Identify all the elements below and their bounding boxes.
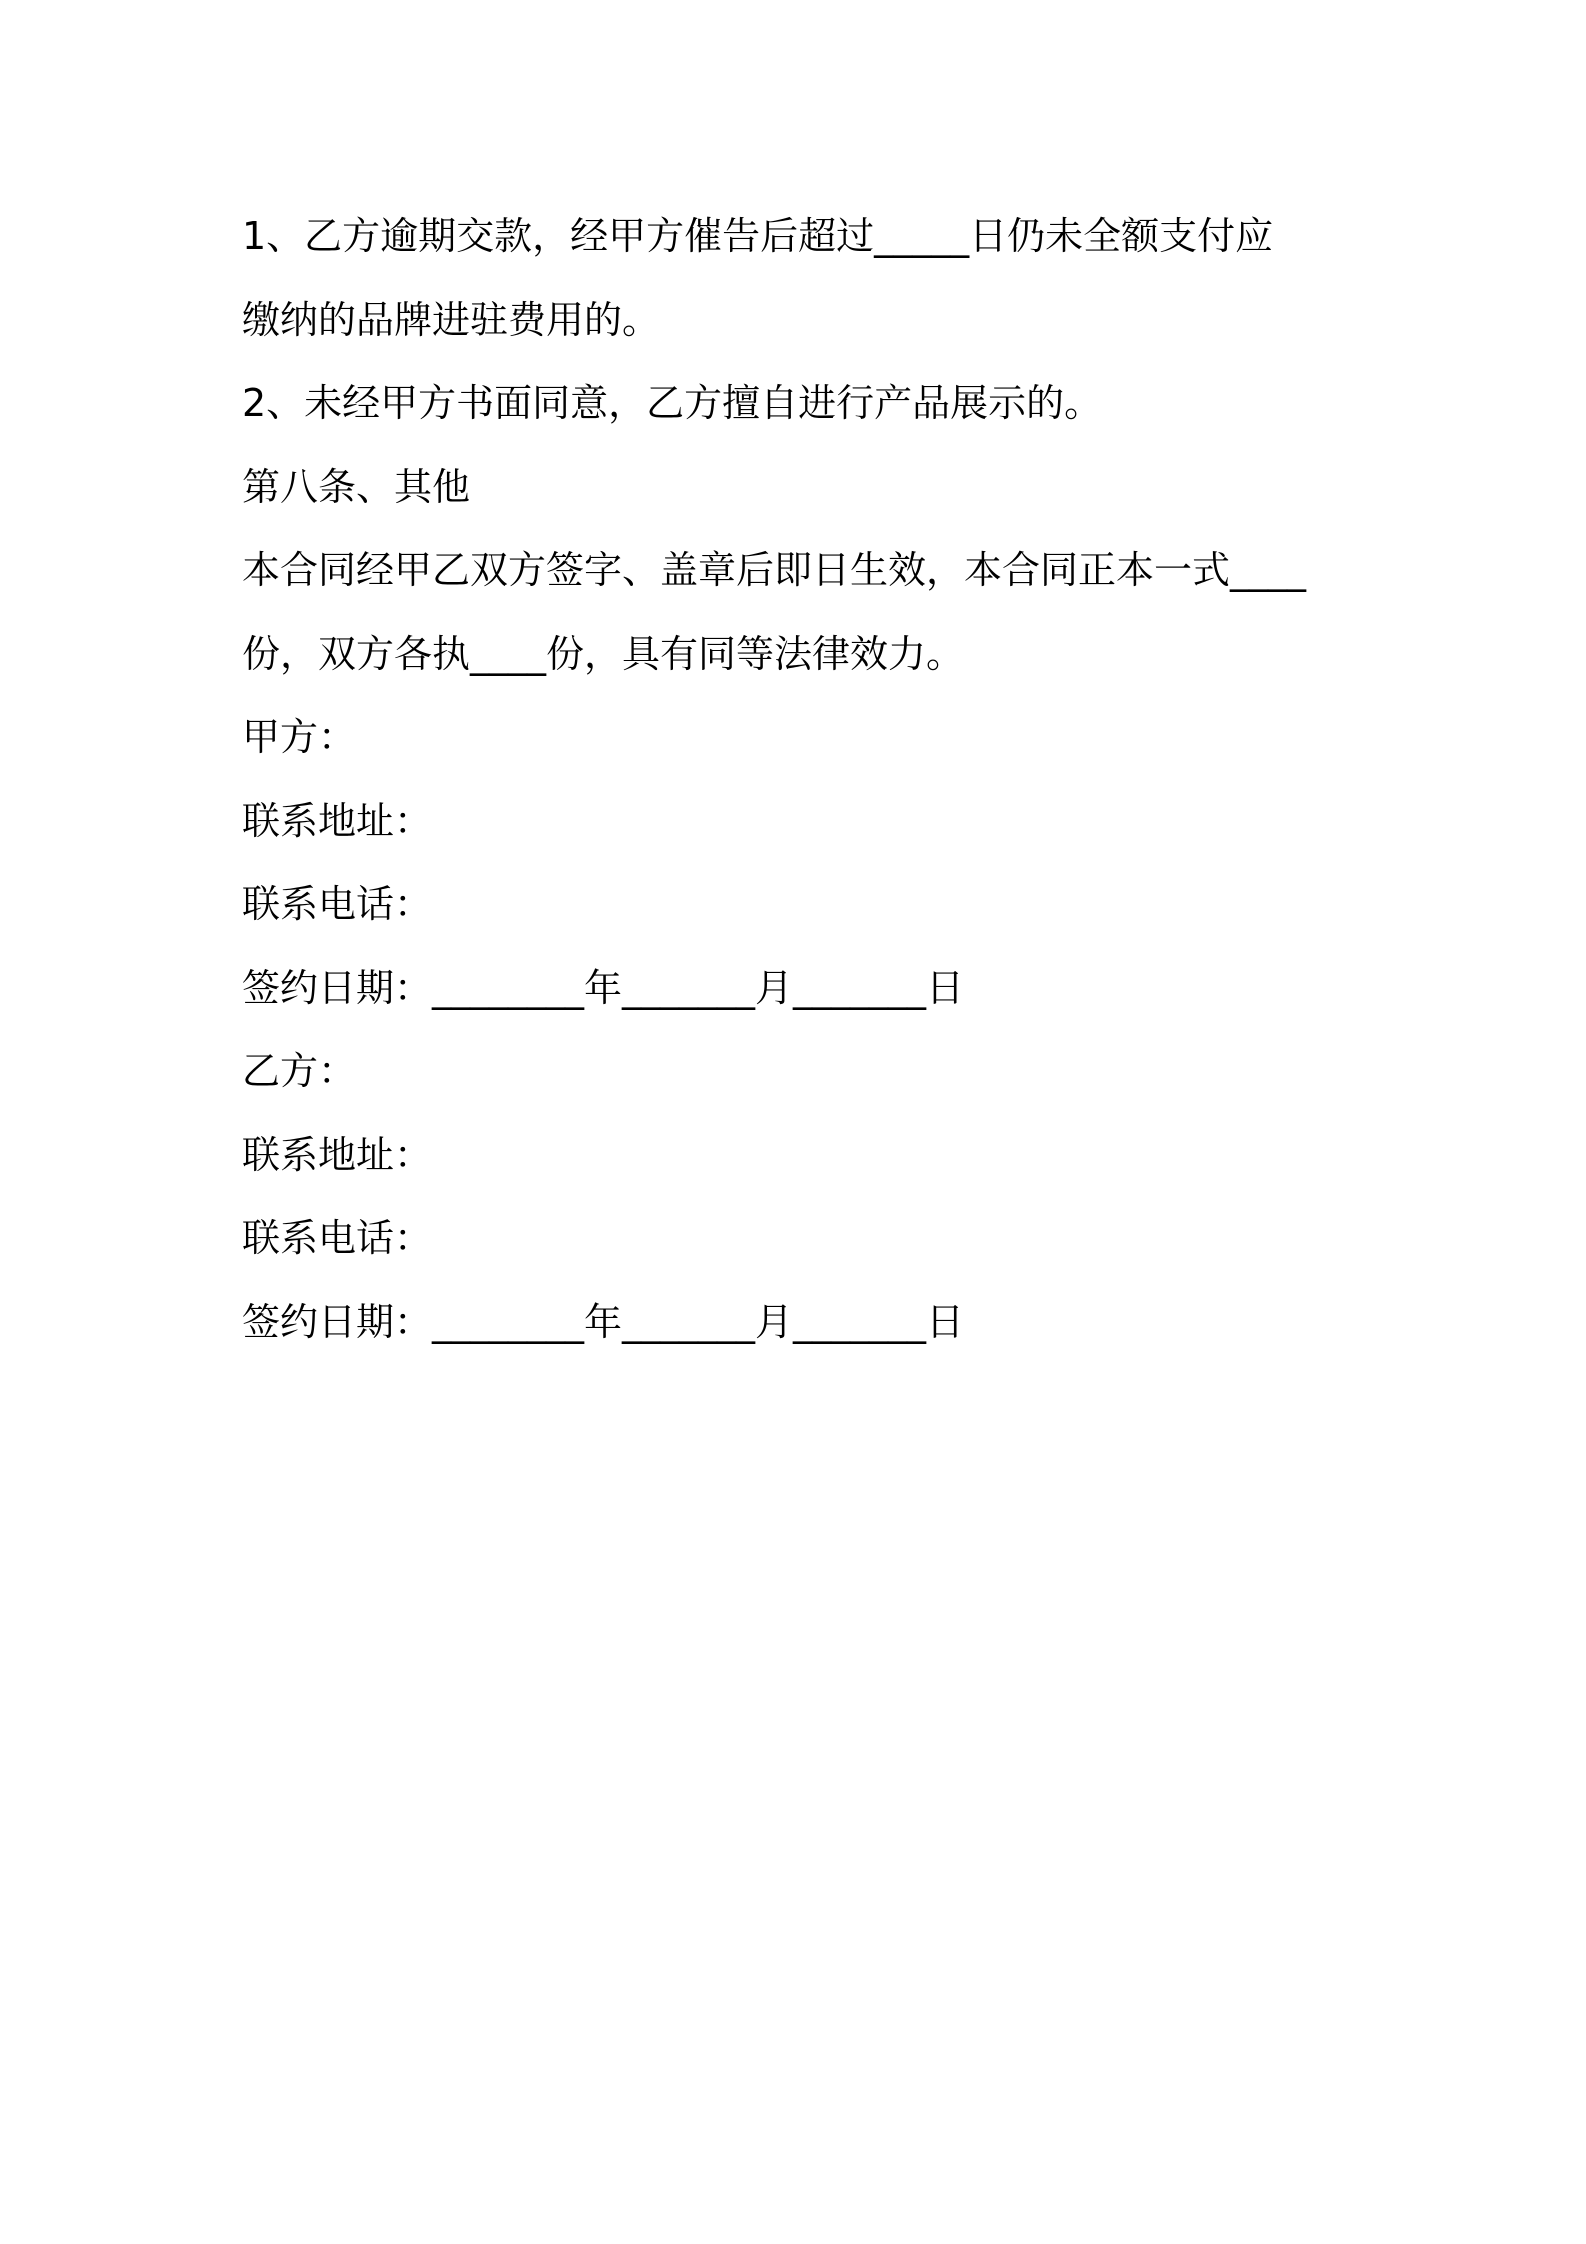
- clause-1-line-2: 缴纳的品牌进驻费用的。: [242, 297, 661, 342]
- clause-2: 2、未经甲方书面同意，乙方擅自进行产品展示的。: [242, 381, 1103, 425]
- party-a-address: 联系地址：: [242, 798, 433, 843]
- party-a-phone: 联系电话：: [242, 882, 433, 926]
- article-8-text-line-2: 份，双方各执____份，具有同等法律效力。: [242, 631, 965, 676]
- document-body: [242, 195, 1352, 1364]
- party-b-address: 联系地址：: [242, 1132, 433, 1177]
- article-8-text-line-1: 本合同经甲乙双方签字、盖章后即日生效，本合同正本一式____: [242, 548, 1307, 592]
- party-a-label: 甲方：: [242, 715, 357, 759]
- clause-1-line-1: 1、乙方逾期交款，经甲方催告后超过_____日仍未全额支付应: [242, 214, 1274, 258]
- party-b-phone: 联系电话：: [242, 1216, 433, 1260]
- article-8-heading: 第八条、其他: [242, 464, 471, 509]
- party-a-signing-date: 签约日期：________年_______月_______日: [242, 965, 965, 1010]
- party-b-signing-date: 签约日期：________年_______月_______日: [242, 1299, 965, 1344]
- party-b-label: 乙方：: [242, 1049, 357, 1093]
